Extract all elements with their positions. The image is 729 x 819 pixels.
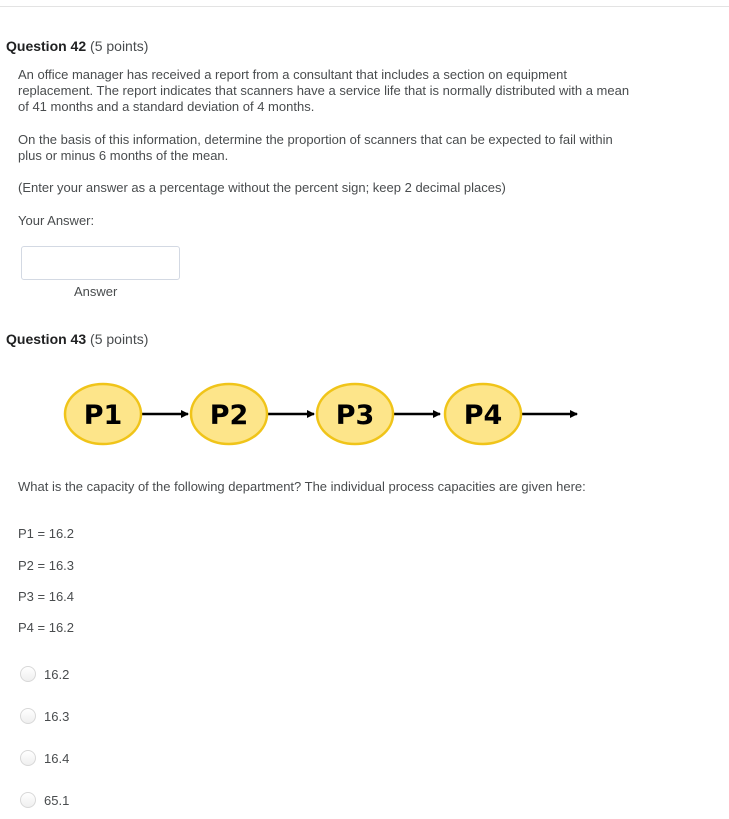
process-node-label: P3: [335, 400, 375, 431]
answer-input[interactable]: [21, 246, 180, 280]
process-node-p2: [191, 384, 267, 444]
top-divider: [0, 6, 729, 7]
process-node-label: P1: [83, 400, 123, 431]
option-65-1[interactable]: [20, 790, 69, 810]
your-answer-label: Your Answer:: [18, 213, 95, 228]
question-42-label: Question 42: [6, 38, 87, 54]
process-node-label: P2: [209, 400, 249, 431]
radio-button[interactable]: [20, 666, 36, 682]
option-label[interactable]: 16.4: [44, 750, 70, 766]
capacity-p4: P4 = 16.2: [18, 620, 75, 635]
process-node-p1: [65, 384, 141, 444]
option-label[interactable]: 16.3: [44, 708, 70, 724]
option-label[interactable]: 65.1: [44, 792, 70, 808]
capacity-p2: P2 = 16.3: [18, 558, 75, 573]
process-node-label: P4: [463, 400, 503, 431]
question-43-points: (5 points): [90, 331, 149, 347]
question-42-paragraph-2: On the basis of this information, determine the proportion of scanners that can be expected to fail within plus or minus 6 months of the mean.: [18, 132, 613, 163]
question-43-prompt: What is the capacity of the following department? The individual process capacities are given here:: [18, 479, 586, 494]
capacity-p1: P1 = 16.2: [18, 526, 75, 541]
question-42-paragraph-1: An office manager has received a report from a consultant that includes a section on equipment replacement. The report indicates that scanners have a service life that is normally distributed with a mean of 41 months and a standard deviation of 4 months.: [18, 67, 630, 114]
question-43-title: [6, 331, 148, 347]
option-16-3[interactable]: [20, 706, 69, 726]
question-42-points: (5 points): [90, 38, 149, 54]
option-16-4[interactable]: [20, 748, 69, 768]
capacity-p3: P3 = 16.4: [18, 589, 75, 604]
answer-input-caption: Answer: [74, 284, 118, 299]
process-node-p4: [445, 384, 521, 444]
option-label[interactable]: 16.2: [44, 666, 70, 682]
question-42-title: [6, 38, 148, 54]
radio-button[interactable]: [20, 792, 36, 808]
process-flow-diagram: [60, 380, 590, 450]
question-42-paragraph-3: (Enter your answer as a percentage without the percent sign; keep 2 decimal places): [18, 180, 506, 195]
radio-button[interactable]: [20, 750, 36, 766]
question-43-label: Question 43: [6, 331, 87, 347]
option-16-2[interactable]: [20, 664, 69, 684]
radio-button[interactable]: [20, 708, 36, 724]
process-node-p3: [317, 384, 393, 444]
